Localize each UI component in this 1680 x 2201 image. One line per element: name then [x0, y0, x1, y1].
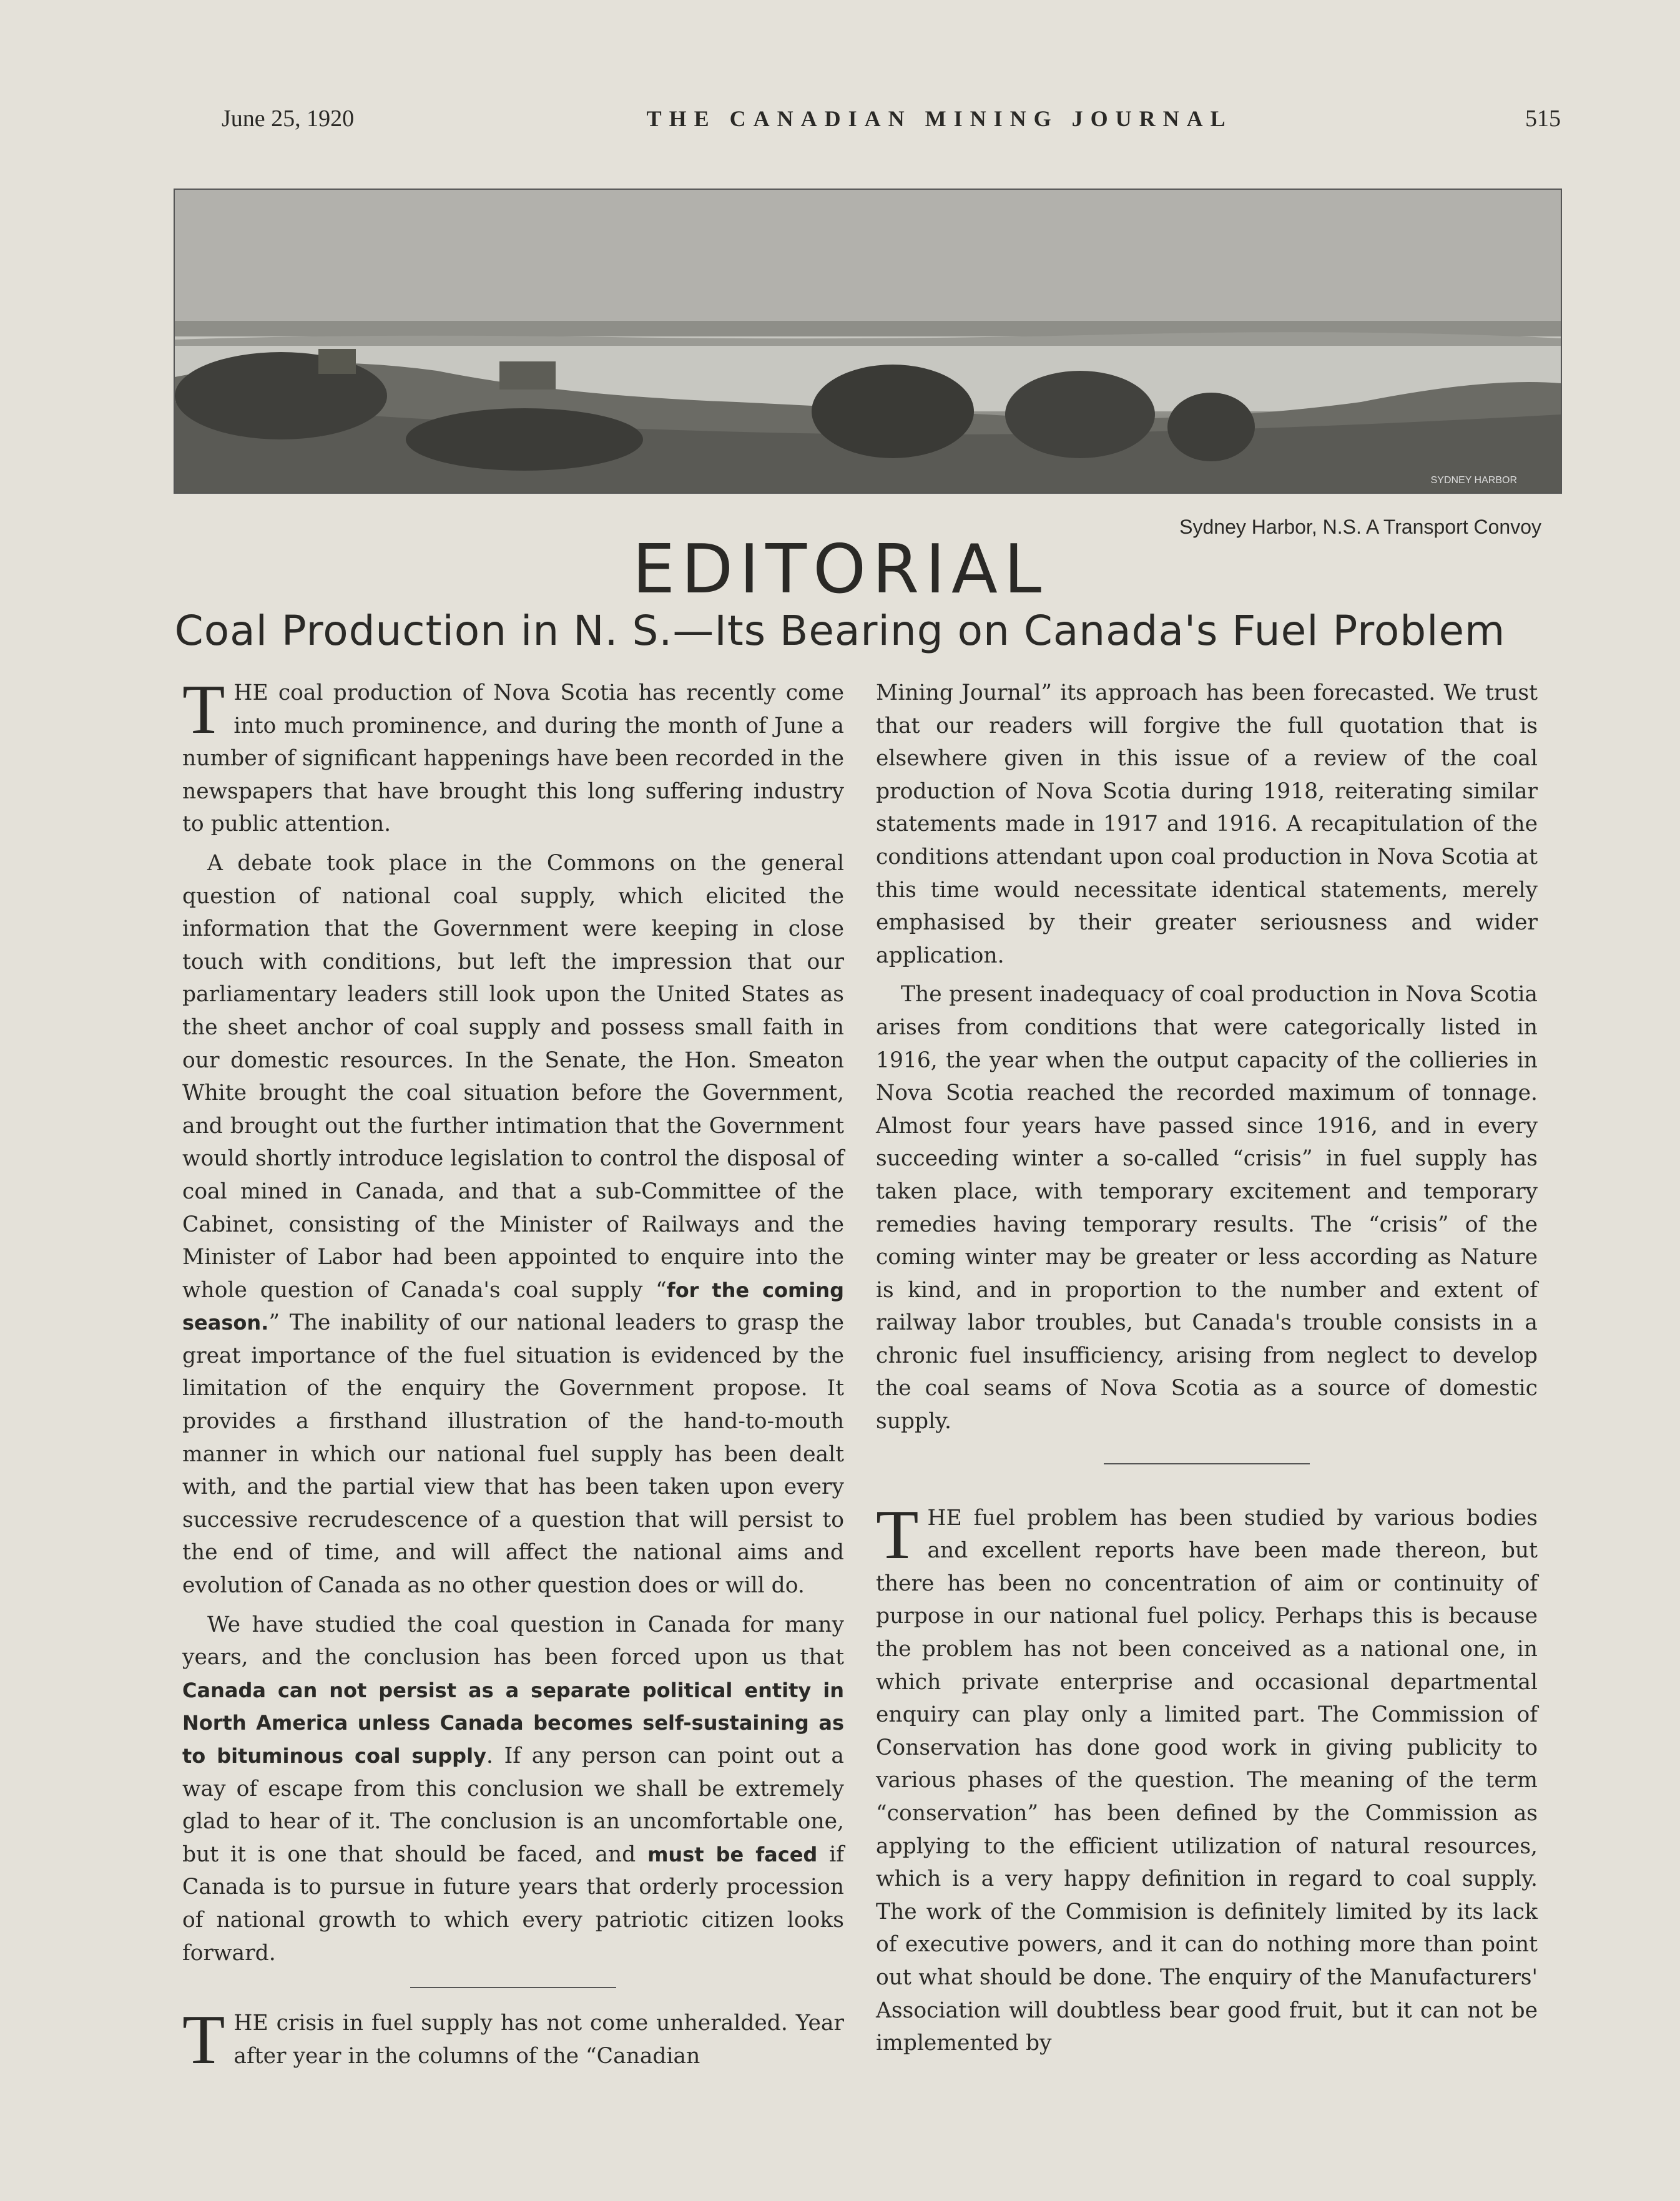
section-divider — [1104, 1463, 1310, 1464]
photo-caption: Sydney Harbor, N.S. A Transport Convoy — [1179, 516, 1541, 538]
section-divider — [410, 1987, 616, 1988]
bold-text: for the coming season. — [182, 1278, 844, 1335]
paragraph-text: ” The inability of our national leaders to grasp the great importance of the fuel situation is evidenced by the limitation of the enquiry the Government propose. It provides a firsthand illustration of the hand-to-mouth manner in which our national fuel supply has been dealt with, and the partial view that has been taken upon every successive recrudescence of a question that will persist to the end of time, and will affect the national aims and evolution of Canada as no other question does or will do. — [182, 1310, 844, 1599]
paragraph — [182, 1609, 844, 1970]
paragraph-text: . If any person can point out a way of escape from this conclusion we shall be extremely glad to hear of it. The conclusion is an uncomfortable one, but it is one that should be faced, and — [182, 1743, 844, 1867]
paragraph-text: A debate took place in the Commons on the general question of national coal supply, which elicited the information that the Government were keeping in close touch with conditions, but left the impression that our parliamentary leaders still look upon the United States as the sheet anchor of coal supply and possess small faith in our domestic resources. In the Senate, the Hon. Smeaton White brought the coal situation before the Government, and brought out the further intimation that the Government would shortly introduce legislation to control the disposal of coal mined in Canada, and that a sub-Committee of the Cabinet, consisting of the Minister of Railways and the Minister of Labor had been appointed to enquire into the whole question of Canada's coal supply “ — [182, 850, 844, 1303]
paragraph: The present inadequacy of coal production in Nova Scotia arises from conditions that were categorically listed in 1916, the year when the output capacity of the collieries in Nova Scotia reached the recorded maximum of tonnage. Almost four years have passed since 1916, and in every succeeding winter a so-called “crisis” in fuel supply has taken place, with temporary excitement and temporary remedies having temporary results. The “crisis” of the coming winter may be greater or less according as Nature is kind, and in proportion to the number and extent of railway labor troubles, but Canada's trouble consists in a chronic fuel insufficiency, arising from neglect to develop the coal seams of Nova Scotia as a source of domestic supply. — [876, 982, 1538, 1434]
bold-text: Canada can not persist as a separate political entity in North America unless Canada becomes self-sustaining as to bituminous coal supply — [182, 1678, 844, 1768]
paragraph-text: if Canada is to pursue in future years that orderly procession of national growth to which every patriotic citizen looks forward. — [182, 1841, 844, 1966]
right-column — [876, 677, 1538, 2060]
running-head — [222, 100, 1561, 137]
editorial-title: EDITORIAL — [632, 531, 1048, 609]
paragraph: Mining Journal” its approach has been forecasted. We trust that our readers will forgive the full quotation that is elsewhere given in this issue of a review of the coal production of Nova Scotia during 1918, reiterating similar statements made in 1917 and 1916. A recapitulation of the conditions attendant upon coal production in Nova Scotia at this time would necessitate identical statements, merely emphasised by their greater seriousness and wider application. — [876, 680, 1538, 968]
photo-credit: SYDNEY HARBOR — [1430, 475, 1517, 486]
left-column — [182, 671, 844, 2079]
page-number: 515 — [1525, 105, 1561, 132]
bold-text: must be faced — [647, 1842, 818, 1866]
article-subtitle: Coal Production in N. S.—Its Bearing on Canada's Fuel Problem — [174, 607, 1506, 655]
journal-title: THE CANADIAN MINING JOURNAL — [646, 106, 1233, 131]
paragraph — [876, 1496, 1538, 2060]
paragraph — [182, 847, 844, 1602]
paragraph-text: HE crisis in fuel supply has not come unheralded. Year after year in the columns of the “Canadian — [233, 2011, 844, 2069]
drop-cap: T — [182, 671, 225, 748]
harbor-photo — [174, 189, 1562, 494]
paragraph-text: HE coal production of Nova Scotia has recently come into much prominence, and during the month of June a number of significant happenings have been recorded in the newspapers that have brought this long suffering industry to public attention. — [182, 680, 844, 837]
paragraph — [182, 671, 844, 841]
paragraph — [182, 2001, 844, 2079]
paragraph-text: HE fuel problem has been studied by various bodies and excellent reports have been made thereon, but there has been no concentration of aim or continuity of purpose in our national fuel policy. Perhaps this is because the problem has not been conceived as a national one, in which private enterprise and occasional departmental enquiry can play only a limited part. The Commission of Conservation has done good work in giving publicity to various phases of the question. The meaning of the term “conservation” has been defined by the Commission as applying to the efficient utilization of natural resources, which is a very happy definition in regard to coal supply. The work of the Commision is definitely limited by its lack of executive powers, and it can do nothing more than point out what should be done. The enquiry of the Manufacturers' Association will doubtless bear good fruit, but it can not be implemented by — [876, 1505, 1538, 2056]
issue-date: June 25, 1920 — [222, 105, 355, 132]
paragraph-text: We have studied the coal question in Canada for many years, and the conclusion has been forced upon us that — [182, 1612, 844, 1670]
drop-cap: T — [182, 2001, 225, 2079]
drop-cap: T — [876, 1496, 919, 1574]
